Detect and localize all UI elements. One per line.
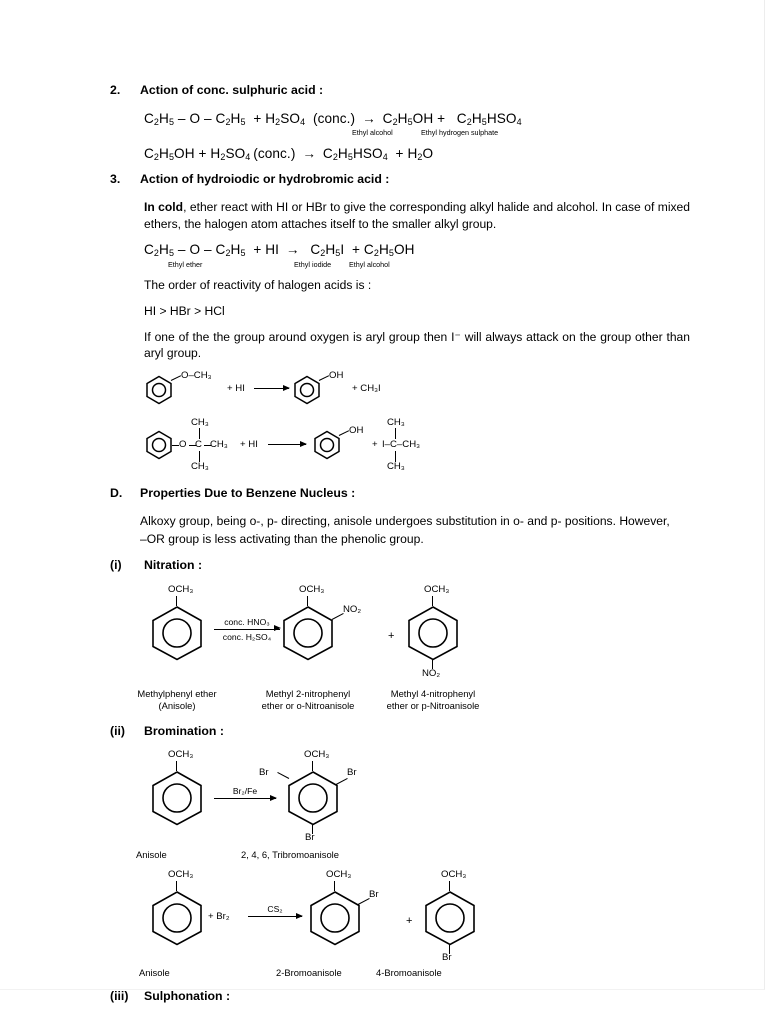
- equation-1: $C_2H_5 - O - C_2H_5 + H_2SO_4$ (conc.) → $C_2H_5OH + C_2H_5HSO_4$: [144, 110, 522, 127]
- nitration-reactant-och3: OCH₃: [168, 583, 194, 595]
- benzene-ring-phenol-2: [312, 430, 342, 460]
- benzene-ring-anisole-small: [144, 375, 174, 405]
- equation-1-block: [144, 110, 690, 139]
- equation-2-block: [144, 145, 690, 164]
- label-ethyl-hydrogen-sulphate: Ethyl hydrogen sulphate: [421, 128, 499, 138]
- equation-3-block: [144, 241, 690, 270]
- brom2-reactant-och3: OCH₃: [168, 869, 194, 881]
- section-2-marker: 2.: [110, 83, 121, 97]
- caption-p-nitro-line2: ether or p-Nitroanisole: [386, 699, 480, 711]
- brom1-br-left: Br: [259, 767, 269, 779]
- caption-p-nitro-line1: Methyl 4-nitrophenyl: [390, 687, 476, 699]
- nitration-cond-below: conc. H₂SO₄: [222, 631, 272, 642]
- methyl-top-label: CH₃: [191, 416, 209, 428]
- caption-o-nitro-line1: Methyl 2-nitrophenyl: [265, 687, 351, 699]
- bond-c-to-methyl-top: [199, 428, 200, 439]
- nitration-captions: [136, 688, 690, 716]
- nitration-product1-och3: OCH₃: [299, 583, 325, 595]
- equation-1-labels: [144, 128, 690, 138]
- brom1-arrow: [214, 798, 276, 799]
- equation-3-labels: [144, 260, 690, 270]
- brom1-reagent: Br₂/Fe: [232, 786, 258, 797]
- equation-2: $C_2H_5OH + H_2SO_4$ (conc.) → $C_2H_5HSO_4 + H_2O$: [144, 146, 434, 163]
- plus-sign-tbutyl: +: [372, 438, 378, 450]
- central-carbon-label: C: [195, 438, 202, 450]
- section-3-intro-text: , ether react with HI or HBr to give the corresponding alkyl halide and alcohol. In case of mixed ethers, the halogen atom attaches itself to the smaller alkyl group.: [144, 199, 691, 231]
- in-cold-emphasis: In cold: [144, 199, 184, 214]
- iodo-tbutane-label: I–C–CH₃: [382, 438, 421, 450]
- benzene-ring-tribromoanisole: [286, 770, 340, 826]
- methyl-right-label: CH₃: [210, 438, 228, 450]
- nitration-heading-row: [110, 557, 690, 574]
- section-D-marker: D.: [110, 485, 123, 500]
- byprod-methyl-top: CH₃: [387, 416, 405, 428]
- methyl-bottom-label: CH₃: [191, 460, 209, 472]
- byprod-methyl-bottom: CH₃: [387, 460, 405, 472]
- caption-o-nitro-line2: ether or o-Nitroanisole: [261, 699, 355, 711]
- bond-ring-to-o: [172, 445, 179, 446]
- section-3-heading: Action of hydroiodic or hydrobromic acid :: [140, 172, 390, 187]
- reaction-arrow-2: [268, 444, 306, 445]
- equation-3: $C_2H_5$ – O – $C_2H_5$ + HI → $C_2H_5I + C_2H_5OH$: [144, 242, 415, 259]
- bromination-heading-row: [110, 723, 690, 740]
- sectionD-para-2: –OR group is less activating than the phenolic group.: [140, 532, 424, 547]
- caption-anisole-brom2: Anisole: [139, 967, 170, 979]
- caption-anisole-brom1: Anisole: [136, 849, 167, 861]
- label-ethyl-iodide: Ethyl iodide: [294, 260, 332, 270]
- nitration-plus: +: [388, 629, 395, 642]
- brom1-product-och3: OCH₃: [304, 749, 330, 761]
- hi-reagent-2: + HI: [240, 438, 258, 450]
- nitration-product2-och3: OCH₃: [424, 583, 450, 595]
- benzene-ring-anisole-brom2: [150, 890, 204, 946]
- section-3-marker: 3.: [110, 172, 121, 187]
- sulphonation-heading: Sulphonation :: [144, 989, 231, 1004]
- section-2-heading: Action of conc. sulphuric acid :: [140, 83, 324, 97]
- nitration-marker: (i): [110, 557, 122, 572]
- scheme-nitration: [136, 585, 690, 681]
- label-ethyl-ether: Ethyl ether: [168, 260, 203, 270]
- bromination-1-captions: [136, 849, 690, 863]
- brom2-reagent-cs2: CS₂: [267, 904, 283, 915]
- benzene-ring-2-bromoanisole: [308, 890, 362, 946]
- oh-label-2: OH: [349, 424, 364, 436]
- label-ethyl-alcohol: Ethyl alcohol: [352, 128, 393, 138]
- nitration-cond-above: conc. HNO₃: [224, 616, 270, 627]
- caption-2-bromoanisole: 2-Bromoanisole: [276, 967, 342, 979]
- bond-byprod-top: [395, 428, 396, 439]
- brom2-product1-br: Br: [369, 889, 379, 901]
- brom2-product1-och3: OCH₃: [326, 869, 352, 881]
- brom2-plus-br2: + Br₂: [208, 911, 230, 923]
- nitration-heading: Nitration :: [144, 557, 203, 572]
- hi-reagent-1: + HI: [227, 382, 245, 394]
- benzene-ring-o-nitroanisole: [281, 605, 335, 661]
- caption-tribromoanisole: 2, 4, 6, Tribromoanisole: [241, 849, 339, 861]
- benzene-ring-p-nitroanisole: [406, 605, 460, 661]
- scheme-bromination-1: [136, 750, 690, 842]
- brom2-product2-br: Br: [442, 952, 452, 964]
- scheme-anisole-hi: [144, 371, 690, 409]
- bromination-2-captions: [136, 967, 690, 981]
- brom1-arrow-group: [214, 786, 276, 799]
- brom1-br-right: Br: [347, 767, 357, 779]
- brom1-reactant-och3: OCH₃: [168, 749, 194, 761]
- ether-oxygen-label: O: [179, 438, 187, 450]
- benzene-ring-4-bromoanisole: [423, 890, 477, 946]
- scheme-bromination-2: [136, 869, 690, 964]
- brom2-plus: +: [406, 915, 413, 928]
- page-content: [110, 82, 690, 1009]
- och3-label-1: O–CH₃: [181, 369, 212, 381]
- caption-4-bromoanisole: 4-Bromoanisole: [376, 967, 442, 979]
- sulphonation-marker: (iii): [110, 989, 129, 1004]
- nitration-product1-no2: NO₂: [343, 603, 362, 615]
- benzene-ring-phenol-small: [292, 375, 322, 405]
- bromination-marker: (ii): [110, 723, 126, 738]
- caption-o-nitroanisole: [252, 688, 364, 712]
- brom2-product2-och3: OCH₃: [441, 869, 467, 881]
- aryl-group-note: If one of the the group around oxygen is aryl group then I⁻ will always attack on the group other than aryl group.: [144, 329, 690, 361]
- section-D-heading-row: [110, 485, 690, 502]
- sectionD-para-1: Alkoxy group, being o-, p- directing, anisole undergoes substitution in o- and p- positions. However,: [140, 513, 670, 528]
- benzene-ring-tbutyl-left: [144, 430, 174, 460]
- brom1-br-bottom: Br: [305, 832, 315, 844]
- section-3-intro: [144, 199, 690, 232]
- sulphonation-heading-row: [110, 988, 690, 1005]
- caption-anisole-line2: (Anisole): [158, 699, 196, 711]
- bromination-heading: Bromination :: [144, 723, 224, 738]
- scheme-tbutyl-hi: [144, 416, 690, 474]
- reaction-arrow-1: [254, 388, 289, 389]
- reactivity-order: HI > HBr > HCl: [144, 303, 225, 318]
- label-ethyl-alcohol-2: Ethyl alcohol: [349, 260, 390, 270]
- benzene-ring-anisole-brom1: [150, 770, 204, 826]
- brom2-arrow-group: [248, 904, 302, 917]
- section-2-heading-row: [110, 82, 690, 99]
- brom2-arrow: [248, 916, 302, 917]
- nitration-product2-no2: NO₂: [422, 667, 441, 679]
- section-D-heading: Properties Due to Benzene Nucleus :: [140, 485, 356, 500]
- ch3i-byproduct: + CH₃I: [352, 382, 381, 394]
- benzene-ring-anisole-nitration: [150, 605, 204, 661]
- reactivity-lead: The order of reactivity of halogen acids is :: [144, 278, 372, 293]
- oh-label-1: OH: [329, 369, 344, 381]
- caption-p-nitroanisole: [377, 688, 489, 712]
- nitration-arrow: [214, 629, 280, 630]
- section-3-heading-row: [110, 171, 690, 188]
- caption-anisole: [122, 688, 232, 712]
- nitration-arrow-group: [214, 616, 280, 642]
- caption-anisole-line1: Methylphenyl ether: [137, 687, 217, 699]
